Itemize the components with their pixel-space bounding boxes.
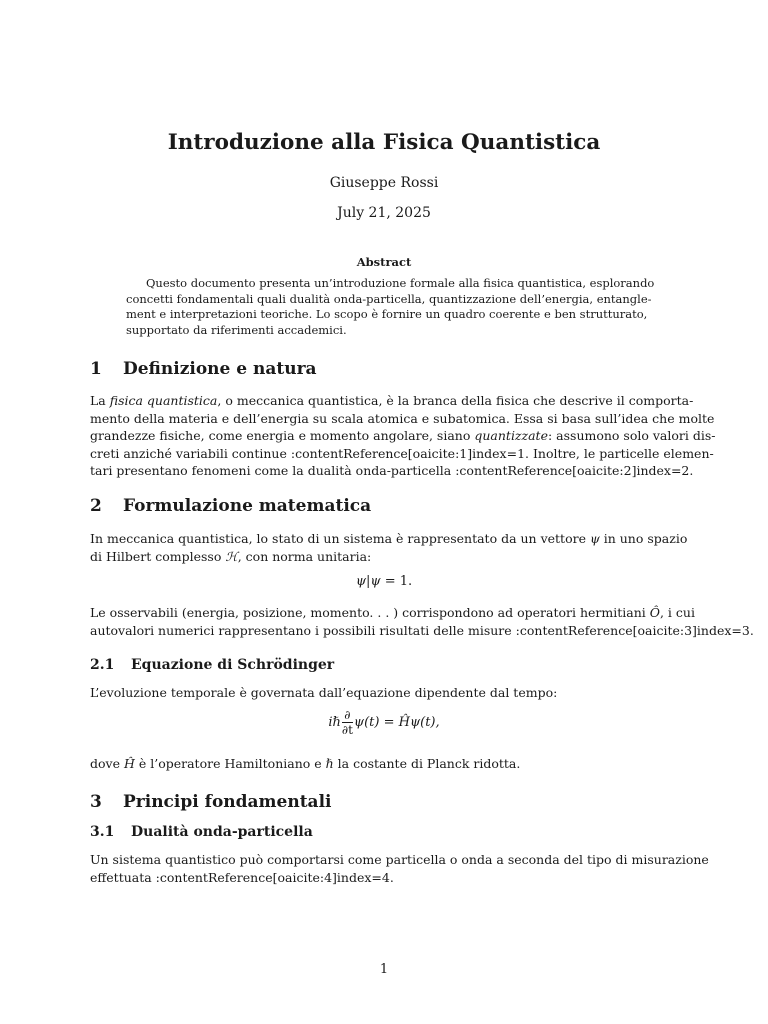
subsection-heading-2-1	[90, 657, 334, 673]
paragraph-line: effettuata :contentReference[oaicite:4]index=4.	[90, 869, 394, 885]
section-number: 3	[90, 792, 102, 812]
text-run: la costante di Planck ridotta.	[333, 756, 521, 771]
fraction-numerator: ∂	[342, 708, 353, 723]
section-2-paragraph-2	[90, 604, 754, 639]
section-2-paragraph-1	[90, 530, 688, 565]
text-run: è l’operatore Hamiltoniano e	[134, 756, 326, 771]
author-name: Giuseppe Rossi	[329, 175, 439, 191]
emphasis-text: fisica quantistica	[109, 393, 218, 408]
text-run: In meccanica quantistica, lo stato di un sistema è rappresentato da un vettore	[90, 531, 590, 546]
section-3-1-paragraph	[90, 851, 709, 886]
text-run: dove	[90, 756, 124, 771]
text-run: : assumono solo valori dis-	[547, 428, 716, 443]
fraction-denominator: ∂t	[341, 723, 353, 737]
equation-normalization	[0, 574, 768, 589]
section-2-1-paragraph-1	[90, 684, 680, 702]
text-run: , i cui	[659, 605, 695, 620]
paragraph-line: mento della materia e dell’energia su scala atomica e subatomica. Essa si basa sull’idea che molte	[90, 410, 715, 426]
paragraph-line: autovalori numerici rappresentano i possibili risultati delle misure :contentReference[oaicite:3]index=3.	[90, 622, 754, 638]
abstract-line: concetti fondamentali quali dualità onda-particella, quantizzazione dell’energia, entangle-	[126, 291, 652, 306]
subsection-heading-3-1	[90, 824, 313, 840]
math-symbol: iℏ	[328, 715, 341, 730]
partial-derivative-fraction	[342, 708, 353, 737]
text-run: grandezze fisiche, come energia e momento angolare, siano	[90, 428, 475, 443]
math-symbol: ψ	[355, 574, 367, 589]
emphasis-text: quantizzate	[474, 428, 548, 443]
equation-schrodinger	[0, 708, 768, 737]
abstract-line: ment e interpretazioni teoriche. Lo scopo è fornire un quadro coerente e ben strutturato,	[126, 307, 648, 321]
document-title: Introduzione alla Fisica Quantistica	[167, 130, 601, 155]
document-date: July 21, 2025	[337, 205, 431, 221]
text-run: , o meccanica quantistica, è la branca della fisica che descrive il comporta-	[217, 393, 694, 408]
paragraph-line: Un sistema quantistico può comportarsi come particella o onda a seconda del tipo di misurazione	[90, 852, 709, 867]
math-symbol: ℋ	[225, 548, 238, 564]
abstract-line: supportato da riferimenti accademici.	[126, 322, 347, 337]
section-title: Definizione e natura	[123, 359, 317, 379]
section-heading-3	[90, 792, 332, 812]
math-symbol: ℏ	[325, 756, 334, 771]
paragraph-line	[90, 427, 716, 445]
paragraph-line	[90, 604, 695, 622]
math-symbol: ψ	[589, 531, 600, 546]
section-number: 2	[90, 496, 102, 516]
math-symbol: ψ(t) = Ĥψ(t),	[353, 715, 440, 730]
subsection-number: 3.1	[90, 824, 115, 840]
section-heading-2	[90, 496, 371, 516]
page-number: 1	[379, 962, 389, 977]
paragraph-line	[90, 755, 680, 773]
section-title: Formulazione matematica	[123, 496, 372, 516]
section-heading-1	[90, 359, 317, 379]
text-run: La	[90, 393, 110, 408]
subsection-title: Dualità onda-particella	[131, 824, 313, 840]
section-2-1-paragraph-2	[90, 755, 680, 773]
abstract-body	[126, 276, 655, 338]
math-symbol: = 1.	[380, 574, 413, 589]
math-symbol: Ĥ	[123, 756, 135, 771]
text-run: , con norma unitaria:	[237, 548, 372, 564]
paragraph-line: creti anziché variabili continue :contentReference[oaicite:1]index=1. Inoltre, le particelle elemen-	[90, 445, 714, 461]
math-symbol: Ô	[649, 605, 660, 620]
paragraph-line: L’evoluzione temporale è governata dall’equazione dipendente dal tempo:	[90, 685, 558, 700]
math-symbol: ψ	[370, 574, 381, 589]
text-run: Le osservabili (energia, posizione, momento. . . ) corrispondono ad operatori hermitiani	[90, 605, 650, 620]
paragraph-line	[90, 392, 694, 410]
text-run: in uno spazio	[599, 531, 688, 546]
paragraph-line: tari presentano fenomeni come la dualità onda-particella :contentReference[oaicite:2]index=2.	[90, 463, 694, 478]
paragraph-line	[90, 548, 680, 566]
abstract-line: Questo documento presenta un’introduzione formale alla fisica quantistica, esplorando	[146, 276, 655, 290]
subsection-number: 2.1	[90, 657, 115, 673]
section-number: 1	[90, 359, 102, 379]
abstract-heading: Abstract	[356, 255, 412, 269]
text-run: di Hilbert complesso	[90, 548, 226, 564]
subsection-title: Equazione di Schrödinger	[131, 657, 335, 673]
math-symbol: |	[366, 574, 371, 589]
section-1-paragraph	[90, 392, 716, 480]
section-title: Principi fondamentali	[123, 792, 332, 812]
paragraph-line	[90, 530, 688, 548]
